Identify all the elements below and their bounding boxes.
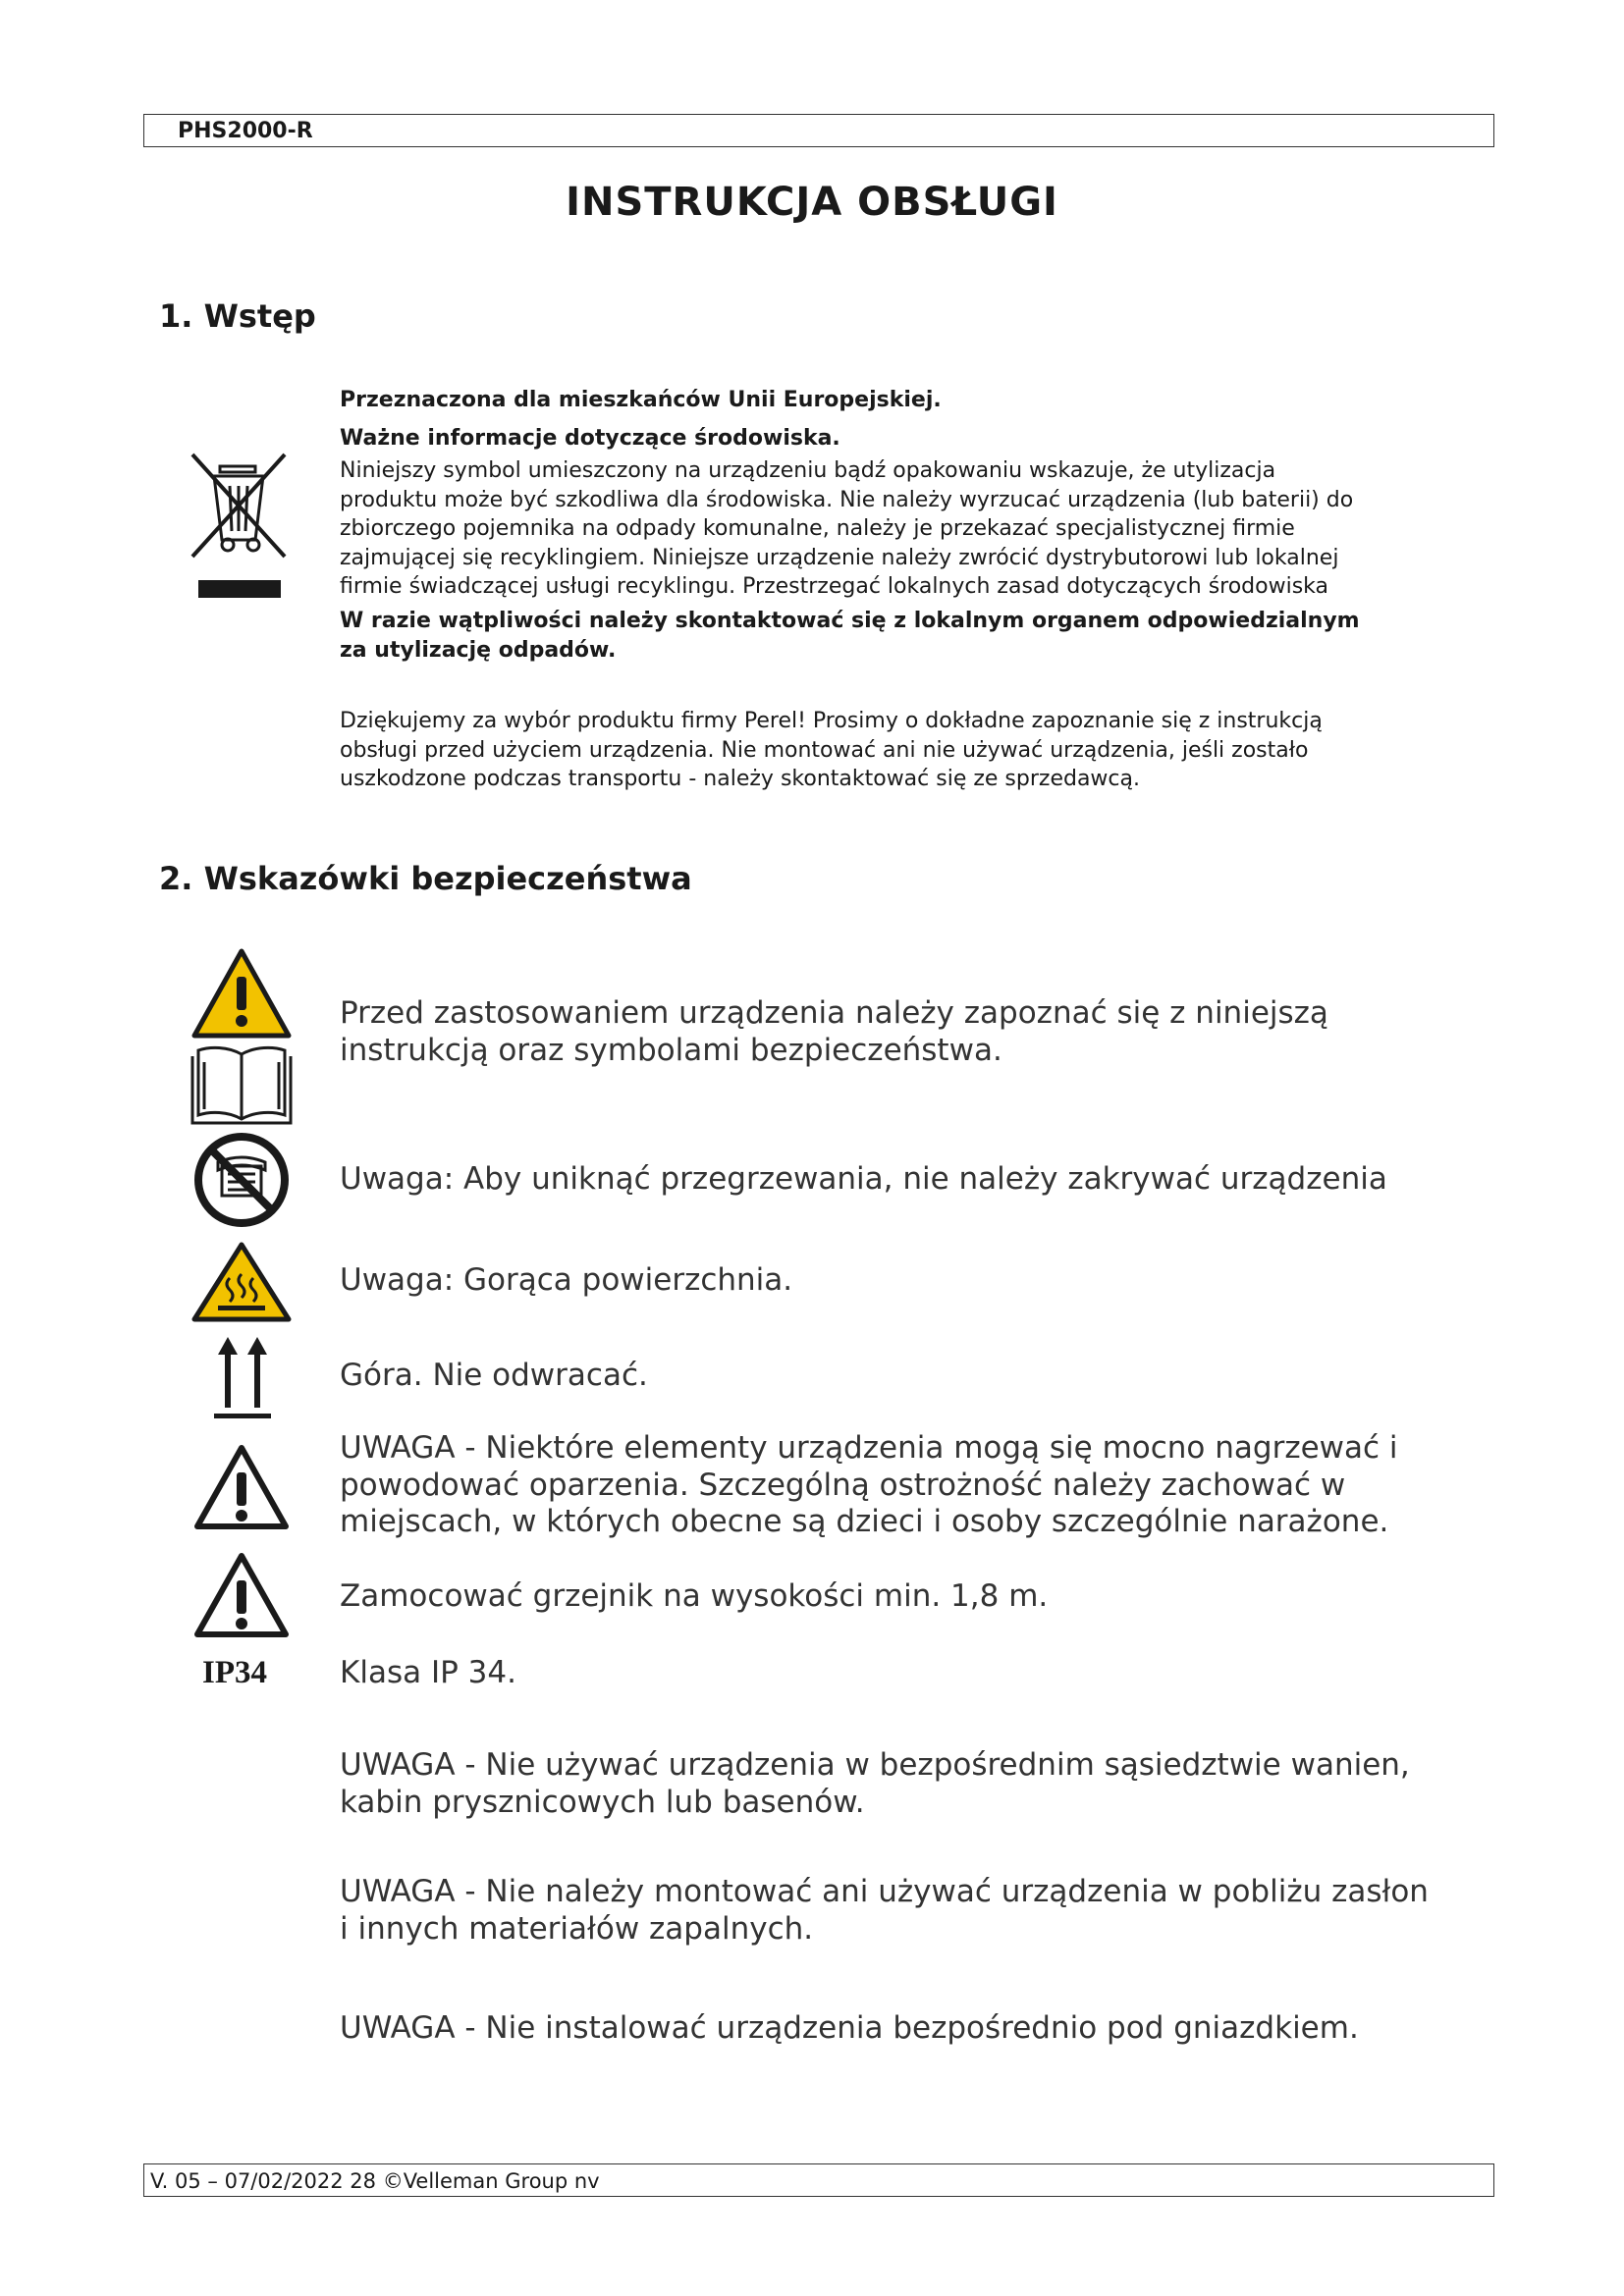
env-notice-subtitle: Ważne informacje dotyczące środowiska. (340, 426, 840, 451)
safety-item-ip-class: Klasa IP 34. (340, 1655, 516, 1690)
warning-outline-icon (192, 1551, 291, 1639)
section-2-heading: 2. Wskazówki bezpieczeństwa (159, 860, 692, 897)
safety-item-socket: UWAGA - Nie instalować urządzenia bezpośrednio pod gniazdkiem. (340, 2010, 1359, 2046)
env-notice-contact: W razie wątpliwości należy skontaktować się z lokalnym organem odpowiedzialnym za utylizację odpadów. (340, 609, 1360, 663)
safety-item-burn-warning: UWAGA - Niektóre elementy urządzenia mogą się mocno nagrzewać i powodować oparzenia. Szczególną ostrożność należy zachować w miejscach, w których obecne są dzieci i osoby szczególnie narażone. (340, 1430, 1398, 1539)
do-not-cover-icon (192, 1131, 291, 1229)
this-way-up-arrows-icon (210, 1333, 275, 1421)
warning-outline-icon (192, 1443, 291, 1531)
safety-item-hot-surface: Uwaga: Gorąca powierzchnia. (340, 1262, 793, 1298)
safety-item-do-not-cover: Uwaga: Aby uniknąć przegrzewania, nie należy zakrywać urządzenia (340, 1161, 1387, 1197)
model-label: PHS2000-R (178, 119, 313, 143)
env-notice-body: Niniejszy symbol umieszczony na urządzeniu bądź opakowaniu wskazuje, że utylizacja produktu może być szkodliwa dla środowiska. Nie należy wyrzucać urządzenia (lub baterii) do zbiorczego pojemnika na odpady komunalne, należy je przekazać specjalistycznej firmie zajmującej się recyklingiem. Niniejsze urządzenie należy zwrócić dystrybutorowi lub lokalnej firmie świadczącej usługi recyklingu. Przestrzegać lokalnych zasad dotyczących środowiska (340, 458, 1354, 599)
page-title: INSTRUKCJA OBSŁUGI (566, 180, 1058, 225)
weee-bin-icon (185, 447, 293, 604)
thanks-paragraph: Dziękujemy za wybór produktu firmy Perel! Prosimy o dokładne zapoznanie się z instrukcją obsługi przed użyciem urządzenia. Nie montować ani nie używać urządzenia, jeśli zostało uszkodzone podczas transportu - należy skontaktować się ze sprzedawcą. (340, 709, 1323, 791)
footer-text: V. 05 – 07/02/2022 28 ©Velleman Group nv (150, 2169, 600, 2193)
read-manual-book-icon (189, 1041, 295, 1127)
safety-item-curtains: UWAGA - Nie należy montować ani używać urządzenia w pobliżu zasłon i innych materiałów zapalnych. (340, 1874, 1429, 1947)
section-1-heading: 1. Wstęp (159, 297, 316, 335)
safety-item-this-way-up: Góra. Nie odwracać. (340, 1358, 648, 1393)
env-notice-title: Przeznaczona dla mieszkańców Unii Europejskiej. (340, 388, 942, 412)
warning-triangle-icon (190, 947, 293, 1040)
page-header (143, 114, 1494, 147)
ip34-label: IP34 (202, 1655, 267, 1690)
safety-item-mounting-height: Zamocować grzejnik na wysokości min. 1,8 m. (340, 1578, 1049, 1614)
safety-item-bathroom: UWAGA - Nie używać urządzenia w bezpośrednim sąsiedztwie wanien, kabin prysznicowych lub basenów. (340, 1747, 1410, 1820)
page-footer (143, 2163, 1494, 2197)
safety-item-manual: Przed zastosowaniem urządzenia należy zapoznać się z niniejszą instrukcją oraz symbolami bezpieczeństwa. (340, 995, 1328, 1068)
hot-surface-icon (190, 1241, 293, 1323)
